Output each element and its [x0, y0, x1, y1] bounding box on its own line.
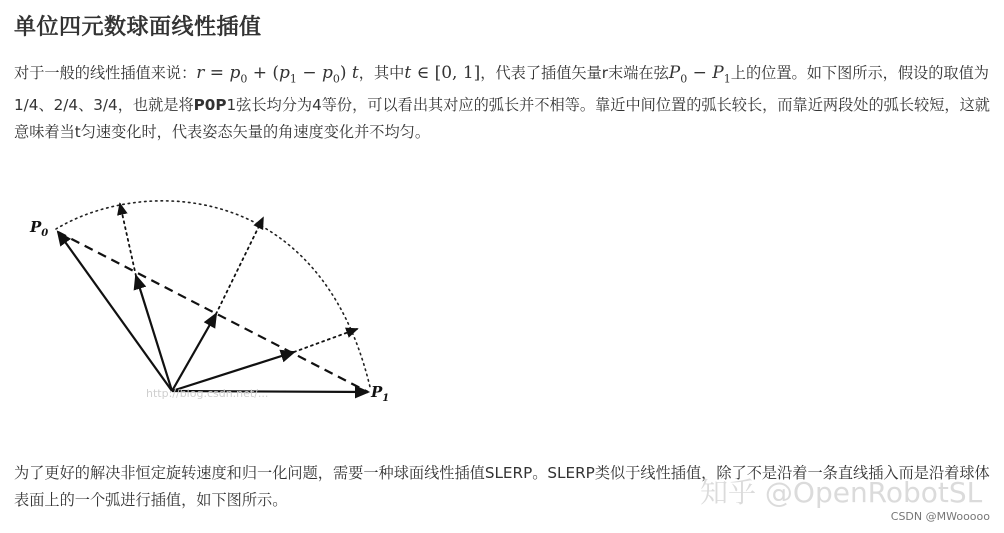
section-heading: 单位四元数球面线性插值 — [14, 15, 262, 40]
figure-watermark: http://blog.csdn.net/... — [146, 387, 269, 400]
intro-bold-p0p: P0P — [193, 96, 227, 115]
intro-text-3: ，代表了插值矢量r末端在弦 — [480, 64, 669, 82]
intro-text-2: ，其中 — [358, 64, 405, 82]
zhihu-watermark: 知乎 @OpenRobotSL — [700, 476, 983, 509]
chord-dashed — [58, 232, 368, 392]
slerp-paragraph: 为了更好的解决非恒定旋转速度和归一化问题，需要一种球面线性插值SLERP。SLERP类似于线性插值，除了不是沿着一条直线插入而是沿着球体表面上的一个弧进行插值，如下图所示。 — [14, 464, 990, 509]
chord-formula: $P_0 - P_1$ — [668, 63, 731, 86]
dotted-extensions — [120, 204, 357, 352]
vector-p0 — [58, 232, 172, 391]
extension-quarter — [120, 204, 136, 276]
lerp-formula: $r = p_0 + (p_1 - p_0)$ t — [196, 63, 359, 86]
intro-text-4: 上的位置。如下图所示，假设的取值为1/4、2/4、3/4，也就是将 — [14, 64, 989, 115]
intro-paragraph — [14, 60, 994, 146]
interpolation-figure — [20, 180, 410, 410]
label-p0: $P_0$ — [30, 218, 49, 239]
intro-text-1: 对于一般的线性插值来说： — [14, 64, 197, 82]
extension-three-quarter — [294, 329, 357, 352]
t-range-formula: t ∈ [0, 1] — [404, 63, 481, 83]
intro-text-5: 1弦长均分为4等份，可以看出其对应的弧长并不相等。靠近中间位置的弧长较长，而靠近两段处的弧长较短，这就意味着当t匀速变化时，代表姿态矢量的角速度变化并不均匀。 — [14, 96, 990, 142]
csdn-watermark: CSDN @MWooooo — [890, 510, 990, 523]
label-p1: $P_1$ — [371, 383, 390, 404]
vector-quarter — [136, 276, 172, 391]
extension-half — [216, 218, 263, 314]
